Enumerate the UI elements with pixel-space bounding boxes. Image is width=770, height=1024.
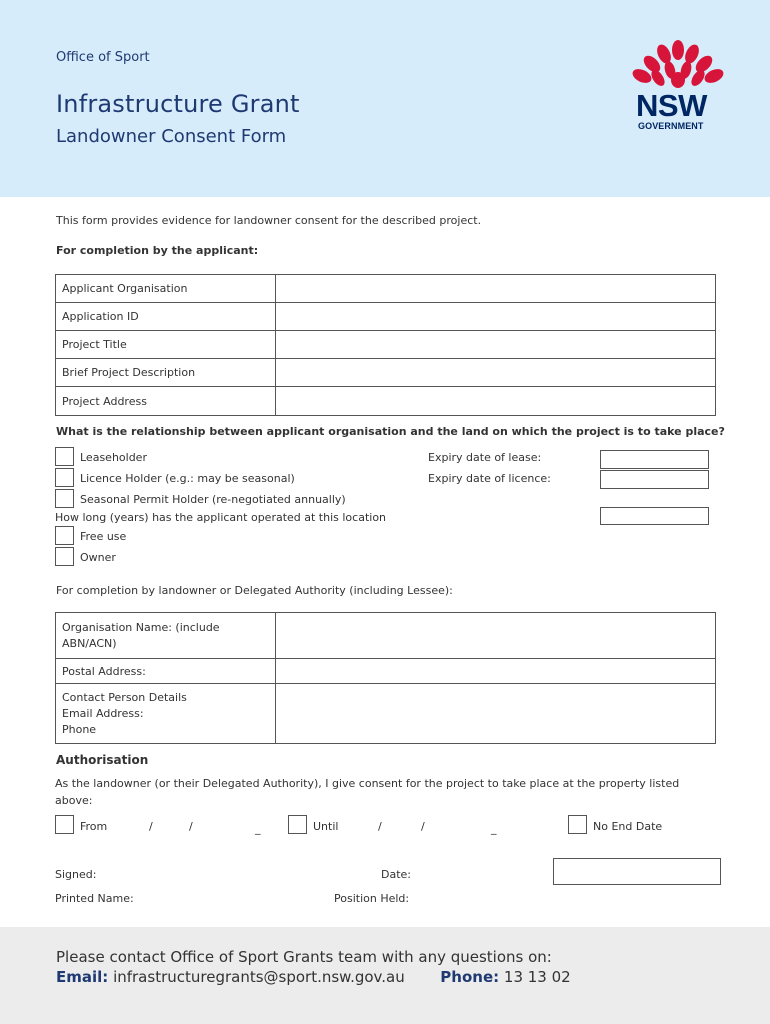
field-label: Project Title bbox=[56, 331, 276, 359]
org-name-label-line1: Organisation Name: (include bbox=[62, 621, 220, 634]
years-operated-input[interactable] bbox=[600, 507, 709, 525]
licence-holder-checkbox[interactable] bbox=[55, 468, 74, 487]
no-end-date-label: No End Date bbox=[593, 820, 663, 833]
postal-address-label: Postal Address: bbox=[56, 659, 276, 684]
landowner-table bbox=[55, 612, 716, 744]
phone-number: 13 13 02 bbox=[503, 968, 571, 986]
field-label: Brief Project Description bbox=[56, 359, 276, 387]
owner-label: Owner bbox=[80, 551, 116, 564]
footer-contact-line: Please contact Office of Sport Grants team with any questions on: bbox=[56, 948, 552, 966]
no-end-date-checkbox[interactable] bbox=[568, 815, 587, 834]
project-address-input[interactable] bbox=[276, 387, 716, 416]
org-name-label-line2: ABN/ACN) bbox=[62, 637, 117, 650]
page-subtitle: Landowner Consent Form bbox=[56, 126, 287, 147]
owner-checkbox[interactable] bbox=[55, 547, 74, 566]
applicant-organisation-input[interactable] bbox=[276, 275, 716, 303]
date-slash: / bbox=[421, 820, 425, 833]
phone-label: Phone: bbox=[440, 968, 500, 986]
authorisation-heading: Authorisation bbox=[56, 753, 149, 767]
free-use-checkbox[interactable] bbox=[55, 526, 74, 545]
date-label: Date: bbox=[381, 868, 411, 881]
postal-address-input[interactable] bbox=[276, 659, 716, 684]
applicant-table bbox=[55, 274, 716, 416]
expiry-lease-input[interactable] bbox=[600, 450, 709, 469]
page-title: Infrastructure Grant bbox=[56, 90, 300, 118]
footer-contact-details bbox=[56, 968, 571, 986]
from-checkbox[interactable] bbox=[55, 815, 74, 834]
free-use-label: Free use bbox=[80, 530, 127, 543]
government-logo-text: GOVERNMENT bbox=[638, 121, 704, 131]
licence-holder-label: Licence Holder (e.g.: may be seasonal) bbox=[80, 472, 295, 485]
date-slash: / bbox=[189, 820, 193, 833]
from-label: From bbox=[80, 820, 108, 833]
leaseholder-checkbox[interactable] bbox=[55, 447, 74, 466]
expiry-licence-label: Expiry date of licence: bbox=[428, 472, 551, 485]
project-description-input[interactable] bbox=[276, 359, 716, 387]
contact-label-line1: Contact Person Details bbox=[62, 691, 187, 704]
position-held-label: Position Held: bbox=[334, 892, 410, 905]
date-input[interactable] bbox=[553, 858, 721, 885]
landowner-heading: For completion by landowner or Delegated Authority (including Lessee): bbox=[56, 584, 453, 597]
printed-name-label: Printed Name: bbox=[55, 892, 134, 905]
project-title-input[interactable] bbox=[276, 331, 716, 359]
contact-details-input[interactable] bbox=[276, 684, 716, 744]
signed-label: Signed: bbox=[55, 868, 97, 881]
contact-details-label bbox=[56, 684, 276, 744]
email-label: Email: bbox=[56, 968, 109, 986]
date-underscore: _ bbox=[491, 822, 497, 835]
contact-label-line2: Email Address: bbox=[62, 707, 144, 720]
seasonal-permit-checkbox[interactable] bbox=[55, 489, 74, 508]
org-name: Office of Sport bbox=[56, 50, 150, 65]
field-label: Project Address bbox=[56, 387, 276, 416]
contact-label-line3: Phone bbox=[62, 723, 97, 736]
how-long-label: How long (years) has the applicant operated at this location bbox=[55, 511, 387, 524]
seasonal-permit-label: Seasonal Permit Holder (re-negotiated annually) bbox=[80, 493, 346, 506]
leaseholder-label: Leaseholder bbox=[80, 451, 147, 464]
field-label: Applicant Organisation bbox=[56, 275, 276, 303]
application-id-input[interactable] bbox=[276, 303, 716, 331]
organisation-name-input[interactable] bbox=[276, 613, 716, 659]
email-link[interactable]: infrastructuregrants@sport.nsw.gov.au bbox=[113, 968, 405, 986]
field-label: Application ID bbox=[56, 303, 276, 331]
org-name-label bbox=[56, 613, 276, 659]
date-slash: / bbox=[378, 820, 382, 833]
expiry-licence-input[interactable] bbox=[600, 470, 709, 489]
until-label: Until bbox=[313, 820, 339, 833]
date-slash: / bbox=[149, 820, 153, 833]
expiry-lease-label: Expiry date of lease: bbox=[428, 451, 542, 464]
authorisation-statement-line1: As the landowner (or their Delegated Authority), I give consent for the project to take place at the property listed bbox=[55, 777, 680, 790]
date-underscore: _ bbox=[255, 822, 261, 835]
authorisation-statement-line2: above: bbox=[55, 794, 93, 807]
intro-text: This form provides evidence for landowner consent for the described project. bbox=[56, 214, 482, 227]
nsw-logo-text: NSW bbox=[636, 88, 707, 123]
applicant-heading: For completion by the applicant: bbox=[56, 244, 259, 257]
until-checkbox[interactable] bbox=[288, 815, 307, 834]
relationship-question: What is the relationship between applicant organisation and the land on which the project is to take place? bbox=[56, 425, 725, 438]
